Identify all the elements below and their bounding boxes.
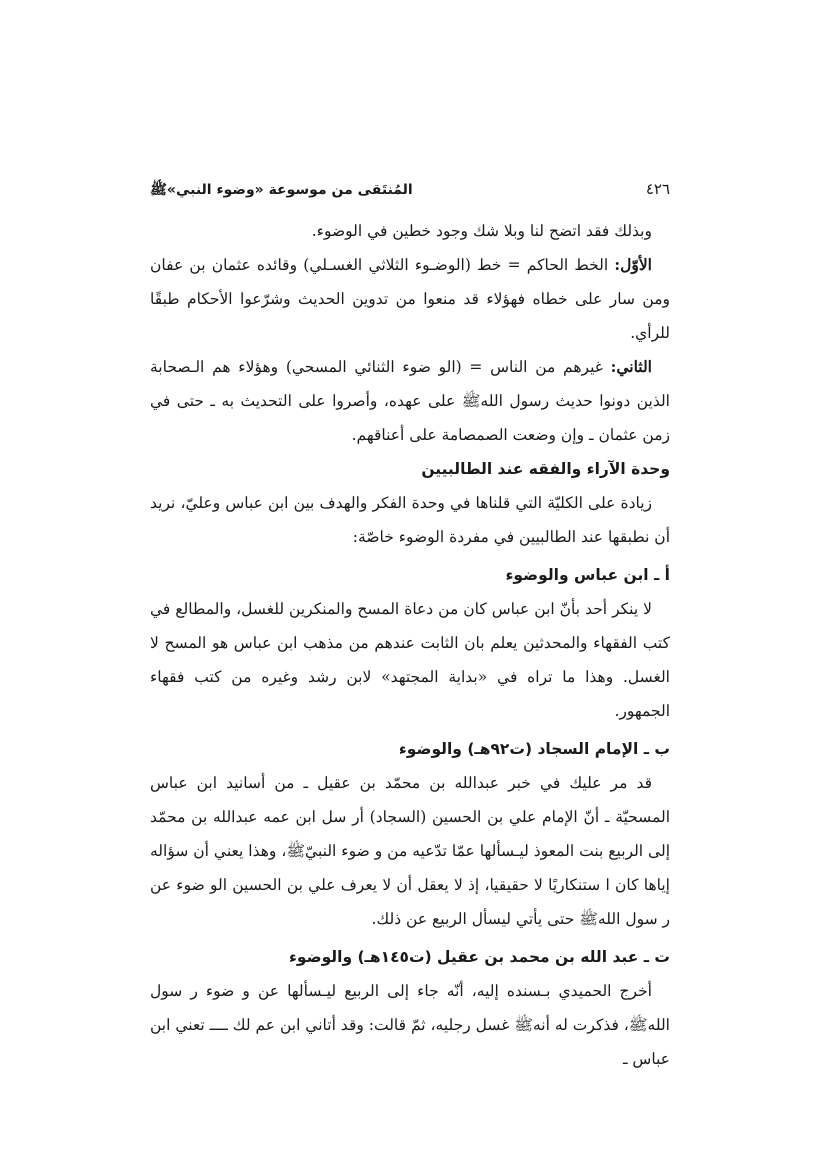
section-heading: ت ـ عبد الله بن محمد بن عقيل (ت١٤٥هـ) والوضوء	[288, 948, 670, 966]
page-number: ٤٢٦	[645, 180, 670, 198]
book-page	[150, 180, 670, 1076]
paragraph	[150, 766, 670, 936]
paragraph	[150, 974, 670, 1076]
paragraph-text: الخط الحاكم = خط (الوضـوء الثلاثي الغسـلي) وقائده عثمان بن عفان ومن سار على خطاه فهؤلاء قد منعوا من تدوين الحديث وشرّعوا الأحكام طبقًا للرأي.	[150, 256, 670, 342]
paragraph-text: غيرهم من الناس = (الو ضوء الثنائي المسحي) وهؤلاء هم الـصحابة الذين دونوا حديث رسول اللهﷺ على عهده، وأصروا على التحديث به ـ حتى في زمن عثمان ـ وإن وضعت الصمصامة على أعناقهم.	[150, 358, 670, 444]
section-heading: أ ـ ابن عباس والوضوء	[505, 566, 670, 584]
paragraph-text: وبذلك فقد اتضح لنا وبلا شك وجود خطين في الوضوء.	[311, 222, 652, 240]
paragraph	[150, 592, 670, 728]
paragraph-lead: الثاني:	[610, 357, 652, 376]
paragraph-text: قد مر عليك في خبر عبدالله بن محمّد بن عقيل ـ من أسانيد ابن عباس المسحيّة ـ أنّ الإمام علي بن الحسين (السجاد) أر سل ابن عمه عبدالله بن محمّد إلى الربيع بنت المعوذ ليـسألها عمّا تدّعيه من و ضوء النبيّﷺ، وهذا يعني أن سؤاله إياها كان ا ستنكاريًا لا حقيقيا، إذ لا يعقل أن لا يعرف علي بن الحسين الو ضوء عن ر سول اللهﷺ حتى يأتي ليسأل الربيع عن ذلك.	[150, 774, 670, 928]
book-title: المُنتَقى من موسوعة «وضوء النبي»ﷺ	[150, 182, 413, 198]
page-header	[150, 180, 670, 206]
paragraph	[150, 248, 670, 350]
paragraph-lead: الأوّل:	[614, 255, 652, 274]
paragraph	[150, 214, 670, 248]
paragraph-text: أخرج الحميدي بـسنده إليه، أنّه جاء إلى الربيع ليـسألها عن و ضوء ر سول اللهﷺ، فذكرت له أنهﷺ غسل رجليه، ثمّ قالت: وقد أتاني ابن عم لك ــــ تعني ابن عباس ـ	[150, 982, 670, 1068]
paragraph-text: لا ينكر أحد بأنّ ابن عباس كان من دعاة المسح والمنكرين للغسل، والمطالع في كتب الفقهاء والمحدثين يعلم بان الثابت عندهم من مذهب ابن عباس هو المسح لا الغسل. وهذا ما تراه في «بداية المجتهد» لابن رشد وغيره من كتب فقهاء الجمهور.	[150, 600, 670, 720]
section-heading: وحدة الآراء والفقه عند الطالبيين	[421, 460, 670, 478]
paragraph	[150, 486, 670, 554]
paragraph	[150, 350, 670, 452]
section-heading: ب ـ الإمام السجاد (ت٩٢هـ) والوضوء	[398, 740, 670, 758]
paragraph-text: زيادة على الكليّة التي قلناها في وحدة الفكر والهدف بين ابن عباس وعليّ، نريد أن نطبقها عند الطالبيين في مفردة الوضوء خاصّة:	[150, 494, 670, 546]
